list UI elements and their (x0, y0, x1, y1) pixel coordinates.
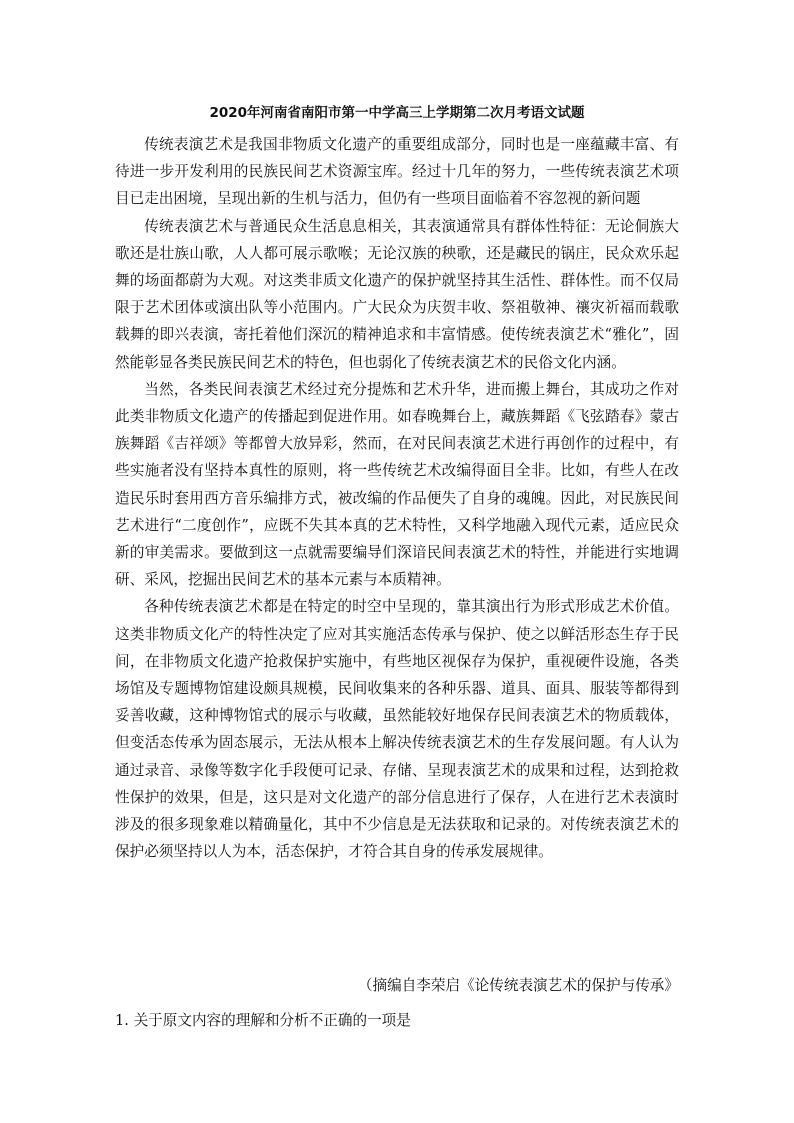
question-1: 1. 关于原文内容的理解和分析不正确的一项是 (115, 1012, 411, 1029)
paragraph-2: 传统表演艺术与普通民众生活息息相关，其表演通常具有群体性特征：无论侗族大歌还是壮族山歌，人人都可展示歌喉；无论汉族的秧歌，还是藏民的锅庄，民众欢乐起舞的场面都蔚为大观。对这类非质文化遗产的保护就坚持其生活性、群体性。而不仅局限于艺术团体或演出队等小范围内。广大民众为庆贺丰收、祭祖敬神、禳灾祈福而载歌载舞的即兴表演，寄托着他们深沉的精神追求和丰富情感。使传统表演艺术“雅化”，固然能彰显各类民族民间艺术的特色，但也弱化了传统表演艺术的民俗文化内涵。 (115, 217, 679, 371)
paragraph-3: 当然，各类民间表演艺术经过充分提炼和艺术升华，进而搬上舞台，其成功之作对此类非物质文化遗产的传播起到促进作用。如春晚舞台上，藏族舞蹈《飞弦踏春》蒙古族舞蹈《吉祥颂》等都曾大放异彩，然而，在对民间表演艺术进行再创作的过程中，有些实施者没有坚持本真性的原则，将一些传统艺术改编得面目全非。比如，有些人在改造民乐时套用西方音乐编排方式，被改编的作品便失了自身的魂魄。因此，对民族民间艺术进行“二度创作”，应既不失其本真的艺术特性，又科学地融入现代元素，适应民众新的审美需求。要做到这一点就需要编导们深谙民间表演艺术的特性，并能进行实地调研、采风，挖掘出民间艺术的基本元素与本质精神。 (115, 380, 679, 589)
paragraph-1: 传统表演艺术是我国非物质文化遗产的重要组成部分，同时也是一座蕴藏丰富、有待进一步开发利用的民族民间艺术资源宝库。经过十几年的努力，一些传统表演艺术项目已走出困境，呈现出新的生机与活力，但仍有一些项目面临着不容忽视的新问题 (115, 136, 679, 208)
article-body (115, 131, 679, 865)
source-citation: （摘编自李荣启《论传统表演艺术的保护与传承》 (357, 977, 679, 994)
document-title: 2020年河南省南阳市第一中学高三上学期第二次月考语文试题 (209, 105, 585, 121)
paragraph-4: 各种传统表演艺术都是在特定的时空中呈现的，靠其演出行为形式形成艺术价值。这类非物质文化产的特性决定了应对其实施活态传承与保护、使之以鲜活形态生存于民间，在非物质文化遗产抢救保护实施中，有些地区视保存为保护，重视硬件设施，各类场馆及专题博物馆建设颇具规模，民间收集来的各种乐器、道具、面具、服装等都得到妥善收藏，这种博物馆式的展示与收藏，虽然能较好地保存民间表演艺术的物质载体，但变活态传承为固态展示，无法从根本上解决传统表演艺术的生存发展问题。有人认为通过录音、录像等数字化手段便可记录、存储、呈现表演艺术的成果和过程，达到抢救性保护的效果，但是，这只是对文化遗产的部分信息进行了保存，人在进行艺术表演时涉及的很多现象难以精确量化，其中不少信息是无法获取和记录的。对传统表演艺术的保护必须坚持以人为本，活态保护，才符合其自身的传承发展规律。 (115, 598, 679, 861)
